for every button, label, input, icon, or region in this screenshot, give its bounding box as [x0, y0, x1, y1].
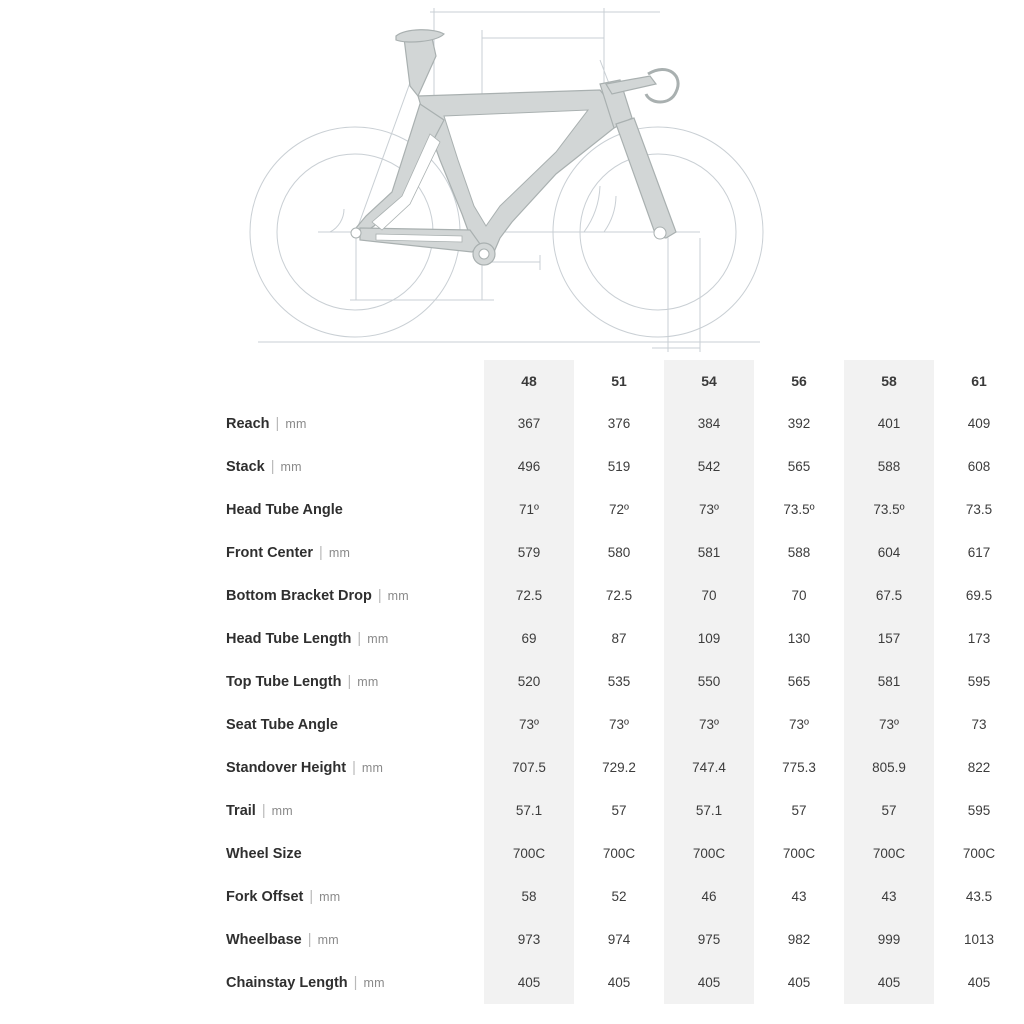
cell-wheel-size-51: 700C: [574, 832, 664, 875]
row-label-front-center: Front Center | mm: [226, 544, 351, 561]
cell-stack-56: 565: [754, 445, 844, 488]
cell-fork-offset-48: 58: [484, 875, 574, 918]
seat-angle-arc: [330, 209, 344, 232]
row-label-fork-offset: Fork Offset | mm: [226, 888, 341, 905]
size-header-48: 48: [484, 360, 574, 402]
cell-top-tube-length-48: 520: [484, 660, 574, 703]
cell-head-tube-length-48: 69: [484, 617, 574, 660]
cell-chainstay-51: 405: [574, 961, 664, 1004]
cell-reach-56: 392: [754, 402, 844, 445]
cell-bb-drop-51: 72.5: [574, 574, 664, 617]
cell-head-tube-angle-58: 73.5º: [844, 488, 934, 531]
bicycle-frame-geometry-drawing: [0, 0, 1024, 360]
cell-front-center-54: 581: [664, 531, 754, 574]
cell-bb-drop-54: 70: [664, 574, 754, 617]
table-row: [0, 402, 1024, 445]
cell-fork-offset-58: 43: [844, 875, 934, 918]
row-unit: mm: [328, 545, 351, 560]
row-label-stack: Stack | mm: [226, 458, 302, 475]
row-name: Wheelbase: [226, 931, 302, 948]
cell-front-center-56: 588: [754, 531, 844, 574]
row-unit: mm: [280, 459, 302, 474]
cell-reach-48: 367: [484, 402, 574, 445]
row-label-wheelbase: Wheelbase | mm: [226, 931, 339, 948]
cell-head-tube-angle-48: 71º: [484, 488, 574, 531]
table-row: [0, 445, 1024, 488]
front-hub: [654, 227, 666, 239]
row-name: Chainstay Length: [226, 974, 348, 991]
table-row: [0, 574, 1024, 617]
geometry-table: [0, 360, 1024, 1004]
cell-seat-tube-angle-58: 73º: [844, 703, 934, 746]
cell-chainstay-58: 405: [844, 961, 934, 1004]
row-name: Front Center: [226, 544, 313, 561]
cell-standover-56: 775.3: [754, 746, 844, 789]
cell-wheelbase-58: 999: [844, 918, 934, 961]
row-name: Top Tube Length: [226, 673, 342, 690]
cell-wheelbase-48: 973: [484, 918, 574, 961]
cell-head-tube-angle-56: 73.5º: [754, 488, 844, 531]
cell-wheelbase-54: 975: [664, 918, 754, 961]
cell-trail-56: 57: [754, 789, 844, 832]
cell-stack-61: 608: [934, 445, 1024, 488]
head-angle-arc-2: [604, 196, 616, 232]
row-name: Stack: [226, 458, 265, 475]
cell-seat-tube-angle-54: 73º: [664, 703, 754, 746]
row-label-head-tube-angle: [0, 488, 484, 531]
row-unit: mm: [317, 932, 339, 947]
row-unit: mm: [363, 975, 385, 990]
cell-reach-51: 376: [574, 402, 664, 445]
table-row: [0, 832, 1024, 875]
size-header-58: 58: [844, 360, 934, 402]
cell-front-center-48: 579: [484, 531, 574, 574]
cell-wheel-size-54: 700C: [664, 832, 754, 875]
row-name: Wheel Size: [226, 845, 302, 862]
cell-fork-offset-54: 46: [664, 875, 754, 918]
cell-wheel-size-58: 700C: [844, 832, 934, 875]
cell-seat-tube-angle-51: 73º: [574, 703, 664, 746]
cell-chainstay-56: 405: [754, 961, 844, 1004]
cell-reach-54: 384: [664, 402, 754, 445]
cell-standover-48: 707.5: [484, 746, 574, 789]
table-row: [0, 875, 1024, 918]
cell-bb-drop-48: 72.5: [484, 574, 574, 617]
table-row: [0, 746, 1024, 789]
row-name: Head Tube Angle: [226, 501, 343, 518]
cell-trail-48: 57.1: [484, 789, 574, 832]
cell-stack-54: 542: [664, 445, 754, 488]
cell-chainstay-61: 405: [934, 961, 1024, 1004]
row-name: Head Tube Length: [226, 630, 352, 647]
row-label-top-tube-length: Top Tube Length | mm: [226, 673, 379, 690]
cell-standover-58: 805.9: [844, 746, 934, 789]
table-header-row: [0, 360, 1024, 402]
cell-head-tube-length-51: 87: [574, 617, 664, 660]
size-header-56: 56: [754, 360, 844, 402]
cell-standover-54: 747.4: [664, 746, 754, 789]
cell-front-center-51: 580: [574, 531, 664, 574]
row-label-bottom-bracket-drop: Bottom Bracket Drop | mm: [226, 587, 409, 604]
cell-top-tube-length-61: 595: [934, 660, 1024, 703]
table-row: [0, 703, 1024, 746]
row-name: Trail: [226, 802, 256, 819]
cell-trail-61: 595: [934, 789, 1024, 832]
table-body: [0, 402, 1024, 1004]
cell-standover-51: 729.2: [574, 746, 664, 789]
row-unit: mm: [319, 889, 341, 904]
cell-seat-tube-angle-56: 73º: [754, 703, 844, 746]
cell-wheel-size-48: 700C: [484, 832, 574, 875]
table-row: [0, 660, 1024, 703]
row-label-seat-tube-angle: [0, 703, 484, 746]
cell-stack-48: 496: [484, 445, 574, 488]
cell-wheel-size-56: 700C: [754, 832, 844, 875]
cell-head-tube-length-56: 130: [754, 617, 844, 660]
cell-top-tube-length-58: 581: [844, 660, 934, 703]
cell-head-tube-angle-51: 72º: [574, 488, 664, 531]
cell-stack-51: 519: [574, 445, 664, 488]
row-unit: mm: [361, 760, 384, 775]
cell-head-tube-angle-61: 73.5: [934, 488, 1024, 531]
table-row: [0, 531, 1024, 574]
row-label-trail: Trail | mm: [226, 802, 293, 819]
cell-wheelbase-51: 974: [574, 918, 664, 961]
cell-head-tube-length-58: 157: [844, 617, 934, 660]
cell-bb-drop-56: 70: [754, 574, 844, 617]
row-label-head-tube-length: Head Tube Length | mm: [226, 630, 389, 647]
stem: [606, 76, 656, 94]
cell-trail-51: 57: [574, 789, 664, 832]
cell-fork-offset-61: 43.5: [934, 875, 1024, 918]
cell-stack-58: 588: [844, 445, 934, 488]
cell-chainstay-48: 405: [484, 961, 574, 1004]
cell-fork-offset-51: 52: [574, 875, 664, 918]
row-label-standover-height: Standover Height | mm: [226, 759, 384, 776]
cell-fork-offset-56: 43: [754, 875, 844, 918]
cell-chainstay-54: 405: [664, 961, 754, 1004]
cell-seat-tube-angle-48: 73º: [484, 703, 574, 746]
row-name: Seat Tube Angle: [226, 716, 338, 733]
table-row: [0, 617, 1024, 660]
cell-reach-58: 401: [844, 402, 934, 445]
cell-wheelbase-61: 1013: [934, 918, 1024, 961]
cell-trail-58: 57: [844, 789, 934, 832]
cell-wheelbase-56: 982: [754, 918, 844, 961]
cell-seat-tube-angle-61: 73: [934, 703, 1024, 746]
saddle: [396, 30, 444, 42]
cell-top-tube-length-51: 535: [574, 660, 664, 703]
row-unit: mm: [367, 631, 389, 646]
cell-standover-61: 822: [934, 746, 1024, 789]
size-header-51: 51: [574, 360, 664, 402]
head-angle-arc: [584, 186, 600, 232]
row-unit: mm: [357, 674, 379, 689]
cell-bb-drop-61: 69.5: [934, 574, 1024, 617]
row-name: Bottom Bracket Drop: [226, 587, 372, 604]
cell-top-tube-length-54: 550: [664, 660, 754, 703]
row-unit: mm: [271, 803, 293, 818]
geometry-diagram: [0, 0, 1024, 360]
cell-head-tube-angle-54: 73º: [664, 488, 754, 531]
row-name: Fork Offset: [226, 888, 304, 905]
size-header-61: 61: [934, 360, 1024, 402]
row-label-reach: Reach | mm: [226, 415, 307, 432]
table-row: [0, 488, 1024, 531]
cell-top-tube-length-56: 565: [754, 660, 844, 703]
cell-trail-54: 57.1: [664, 789, 754, 832]
cell-wheel-size-61: 700C: [934, 832, 1024, 875]
frame-shape: [351, 30, 678, 265]
row-unit: mm: [387, 588, 409, 603]
row-label-wheel-size: [0, 832, 484, 875]
table-row: [0, 918, 1024, 961]
row-name: Reach: [226, 415, 270, 432]
cell-reach-61: 409: [934, 402, 1024, 445]
size-header-label: [0, 360, 484, 402]
rear-hub: [351, 228, 361, 238]
cell-head-tube-length-54: 109: [664, 617, 754, 660]
row-unit: mm: [285, 416, 307, 431]
cell-head-tube-length-61: 173: [934, 617, 1024, 660]
bottom-bracket-hole: [479, 249, 489, 259]
table-row: [0, 789, 1024, 832]
cell-front-center-58: 604: [844, 531, 934, 574]
size-header-54: 54: [664, 360, 754, 402]
table-row: [0, 961, 1024, 1004]
cell-front-center-61: 617: [934, 531, 1024, 574]
row-name: Standover Height: [226, 759, 347, 776]
row-label-chainstay-length: Chainstay Length | mm: [226, 974, 385, 991]
cell-bb-drop-58: 67.5: [844, 574, 934, 617]
fork: [616, 118, 676, 238]
